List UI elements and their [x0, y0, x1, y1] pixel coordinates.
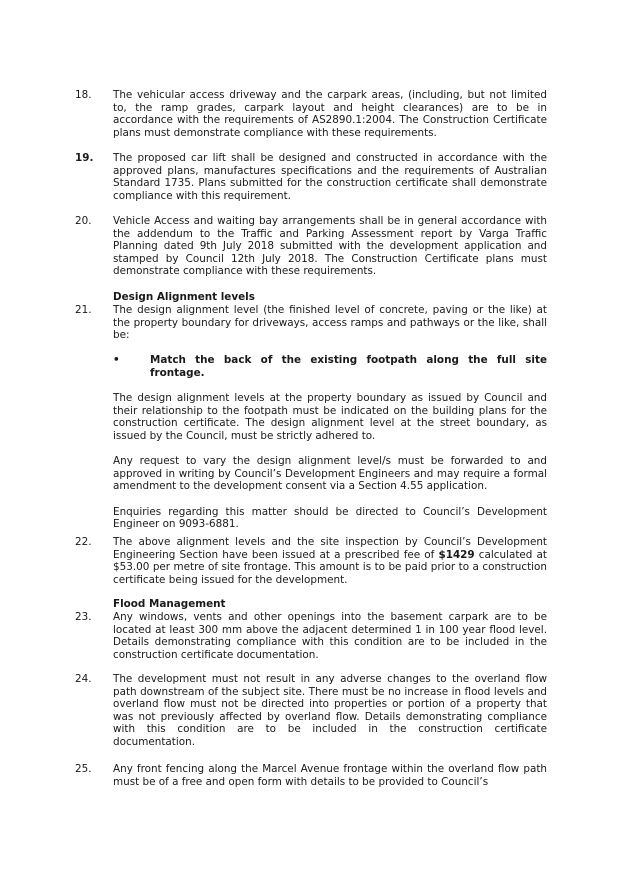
clause-paragraph: The design alignment levels at the property boundary as issued by Council and their relationship to the footpath must be indicated on the building plans for the construction certificate. The design alignment level at the street boundary, as issued by the Council, must be strictly adhered to.	[113, 392, 547, 442]
clause-text	[113, 536, 547, 586]
clause-paragraph: The design alignment level (the finished level of concrete, paving or the like) at the property boundary for driveways, access ramps and pathways or the like, shall be:	[113, 304, 547, 342]
clause-number: 20.	[75, 215, 92, 227]
fee-text-after: calculated at $53.00 per metre of site frontage. This amount is to be paid prior to a construction certificate being issued for the development.	[113, 548, 547, 586]
clause-paragraph: The development must not result in any adverse changes to the overland flow path downstream of the subject site. There must be no increase in flood levels and overland flow must not be directed into properties or portion of a property that was not previously affected by overland flow. Details demonstrating compliance with this condition are to be included in the construction certificate documentation.	[113, 673, 547, 748]
clause-paragraph: Any windows, vents and other openings into the basement carpark are to be located at least 300 mm above the adjacent determined 1 in 100 year flood level. Details demonstrating compliance with this condition are to be included in the construction certificate documentation.	[113, 611, 547, 661]
clause-number: 24.	[75, 673, 92, 685]
clause-text	[113, 152, 547, 202]
clause-paragraph	[113, 536, 547, 586]
bullet-item	[113, 354, 547, 379]
clause-text	[113, 304, 547, 531]
bullet-text: Match the back of the existing footpath along the full site frontage.	[150, 354, 547, 379]
bullet-icon: •	[113, 354, 120, 367]
clause-text	[113, 611, 547, 661]
clause-text	[113, 89, 547, 139]
clause-number: 19.	[75, 152, 94, 164]
section-heading-flood-management: Flood Management	[113, 598, 226, 610]
clause-text	[113, 673, 547, 749]
clause-paragraph: The proposed car lift shall be designed and constructed in accordance with the approved plans, manufactures specifications and the requirements of Australian Standard 1735. Plans submitted for the construction certificate shall demonstrate compliance with this requirement.	[113, 152, 547, 202]
clause-paragraph: The vehicular access driveway and the carpark areas, (including, but not limited to, the ramp grades, carpark layout and height clearances) are to be in accordance with the requirements of AS2890.1:2004. The Construction Certificate plans must demonstrate compliance with these requirements.	[113, 89, 547, 139]
clause-text	[113, 763, 547, 788]
clause-number: 25.	[75, 763, 92, 775]
clause-number: 21.	[75, 304, 92, 316]
clause-paragraph: Any request to vary the design alignment level/s must be forwarded to and approved in writing by Council’s Development Engineers and may require a formal amendment to the development consent via a Section 4.55 application.	[113, 455, 547, 493]
clause-text	[113, 215, 547, 278]
clause-number: 22.	[75, 536, 92, 548]
section-heading-design-alignment: Design Alignment levels	[113, 291, 255, 303]
clause-paragraph: Any front fencing along the Marcel Avenue frontage within the overland flow path must be of a free and open form with details to be provided to Council’s	[113, 763, 547, 788]
clause-paragraph: Vehicle Access and waiting bay arrangements shall be in general accordance with the addendum to the Traffic and Parking Assessment report by Varga Traffic Planning dated 9th July 2018 submitted with the development application and stamped by Council 12th July 2018. The Construction Certificate plans must demonstrate compliance with these requirements.	[113, 215, 547, 278]
clause-number: 23.	[75, 611, 92, 623]
fee-text-before: The above alignment levels and the site inspection by Council’s Development Engineering Section have been issued at a prescribed fee of	[113, 536, 547, 561]
fee-amount: $1429	[438, 548, 475, 561]
clause-number: 18.	[75, 89, 92, 101]
clause-paragraph: Enquiries regarding this matter should be directed to Council’s Development Engineer on 9093-6881.	[113, 505, 547, 531]
